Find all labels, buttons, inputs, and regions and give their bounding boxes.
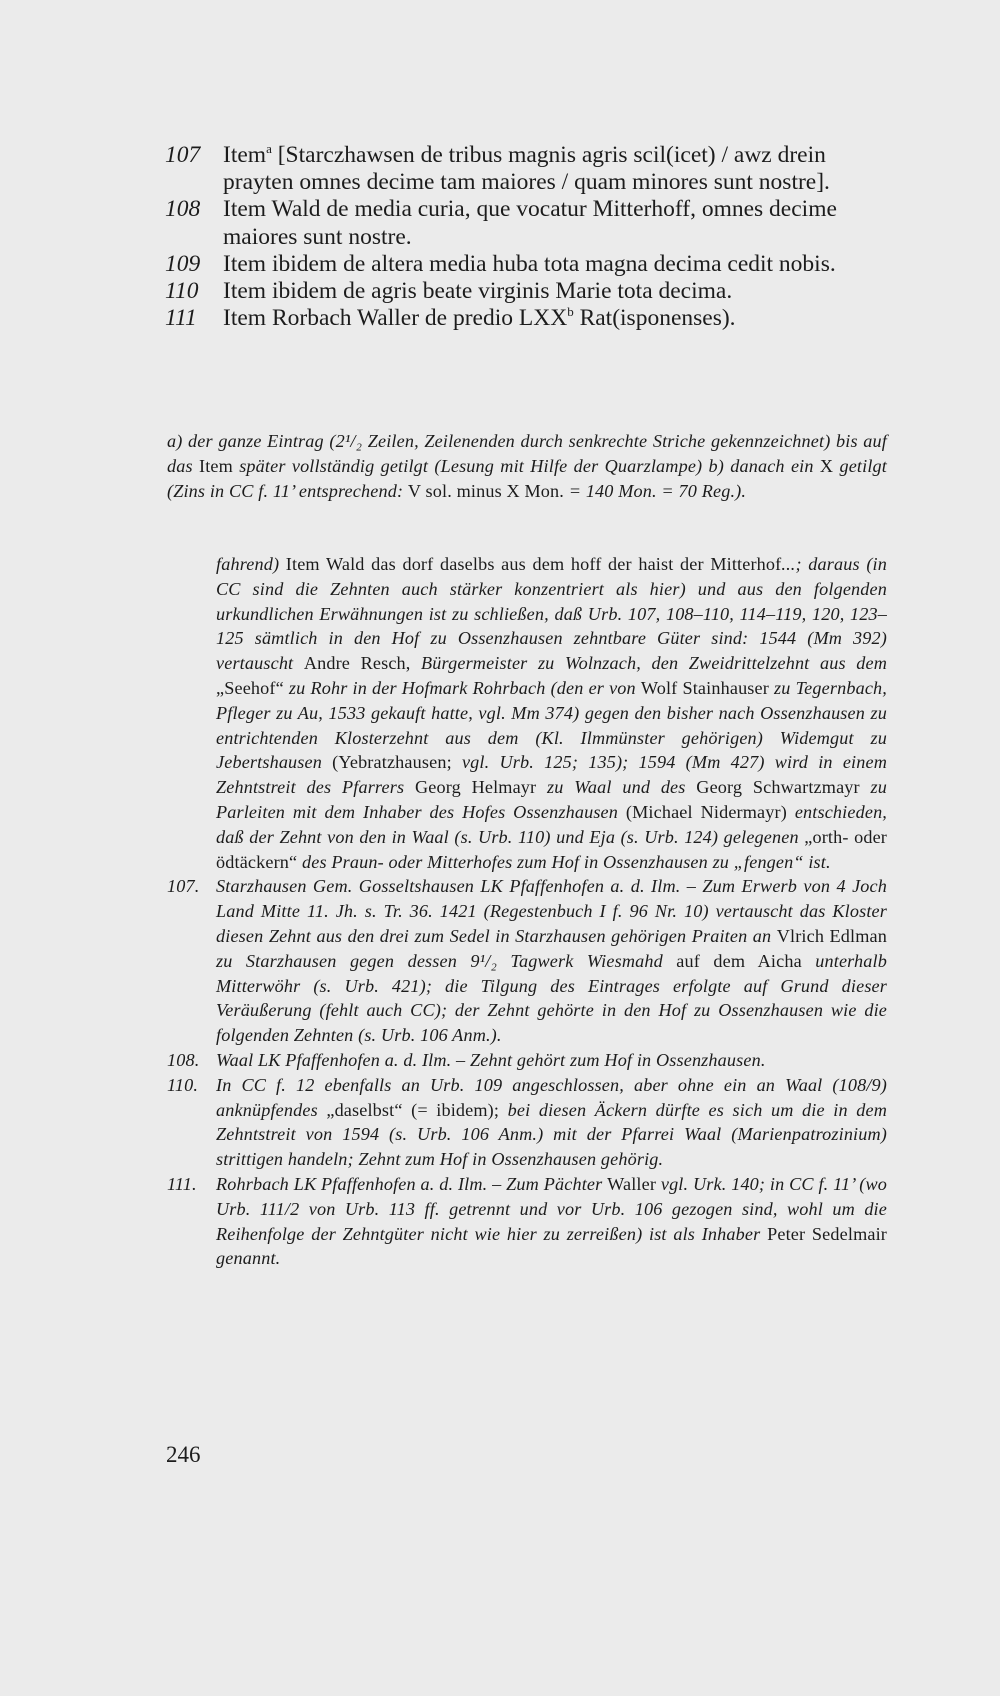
comment-text-run: zu Waal und des bbox=[547, 777, 697, 798]
comment-text-run: In CC f. 12 ebenfalls an Urb. 109 angeschlossen, aber ohne ein an Waal (108/9) anknüpfendes bbox=[216, 1074, 887, 1120]
comment-text-run: auf dem Aicha bbox=[676, 950, 816, 971]
entry-number: 110 bbox=[165, 278, 199, 305]
comment-text-run: Georg Helmayr bbox=[414, 777, 548, 798]
comment-paragraph bbox=[167, 1172, 887, 1271]
footnote-part: V sol. minus X Mon. bbox=[407, 480, 564, 501]
footnote-part: getilgt (Zins in CC f. 11’ entsprechend: bbox=[167, 455, 887, 501]
comment-text-run: Georg Schwartzmayr bbox=[696, 777, 871, 798]
comment-text-run: entschieden, daß der Zehnt von den in Waal (s. Urb. 110) und Eja (s. Urb. 124) gelegenen bbox=[216, 801, 888, 847]
comment-text-run: Vlrich Edlman bbox=[776, 925, 888, 946]
page-number: 246 bbox=[166, 1442, 201, 1467]
comment-text-run: zu Tegernbach, Pfleger zu Au, 1533 gekauft hatte, vgl. Mm 374) gegen den bisher nach Ossenzhausen zu entrichtenden Klosterzehnt aus dem (Kl. Ilmmünster gehörigen) Widemgut zu Jebertshausen bbox=[216, 677, 887, 773]
comment-paragraph bbox=[167, 1048, 887, 1073]
comment-text-run: Andre Resch, bbox=[303, 653, 422, 674]
entry-number: 111 bbox=[165, 305, 197, 332]
comment-text-run: bei diesen Äckern dürfte es sich um die in dem Zehntstreit von 1594 (s. Urb. 106 Anm.) mit der Pfarrei Waal (Marienpatrozinium) strittigen handeln; Zehnt zum Hof in Ossenzhausen gehörig. bbox=[216, 1099, 887, 1170]
comment-text-run: des Praun- oder Mitterhofes zum Hof in Ossenzhausen zu „fengen“ ist. bbox=[301, 851, 831, 872]
comment-text-run: vgl. Urk. 140; in CC f. 11’ (wo Urb. 111/2 von Urb. 113 ff. getrennt und vor Urb. 106 gezogen sind, wohl um die Reihenfolge der Zehntgüter nicht wie hier zu zerreißen) ist als Inhaber bbox=[216, 1173, 887, 1244]
entry-text: Item Wald de media curia, que vocatur Mitterhoff, omnes decime maiores sunt nostre. bbox=[223, 196, 837, 250]
footnote-marker: b bbox=[567, 304, 574, 320]
comment-text-run: Waller bbox=[607, 1173, 661, 1194]
footnote-part: X bbox=[819, 455, 834, 476]
comment-paragraph bbox=[167, 1073, 887, 1172]
comment-text-run: genannt. bbox=[216, 1248, 281, 1269]
comment-text-run: vgl. Urb. 125; 135); 1594 (Mm 427) wird in einem Zehntstreit des Pfarrers bbox=[216, 752, 888, 798]
entries-list bbox=[165, 142, 900, 332]
entry-111 bbox=[165, 305, 900, 332]
comment-text-run: (Michael Nidermayr) bbox=[625, 801, 795, 822]
entry-text: Item bbox=[223, 142, 267, 168]
entry-text-cont: Rat(isponenses). bbox=[573, 305, 736, 332]
comment-text-run: Starzhausen Gem. Gosseltshausen LK Pfaffenhofen a. d. Ilm. – Zum Erwerb von 4 Joch Land Mitte 11. Jh. s. Tr. 36. 1421 (Regestenbuch I f. 96 Nr. 10) vertauscht das Kloster diesen Zehnt aus den drei zum Sedel in Starzhausen gehörigen Praiten an bbox=[216, 876, 887, 946]
entry-text: Item Rorbach Waller de predio LXX bbox=[223, 305, 568, 332]
entry-110 bbox=[165, 278, 900, 305]
comment-number: 111. bbox=[167, 1173, 197, 1194]
footnote-text bbox=[167, 429, 887, 503]
entry-text: Item ibidem de agris beate virginis Marie tota decima. bbox=[223, 278, 733, 305]
commentary bbox=[167, 552, 887, 1271]
comment-text-run: zu Rohr in der Hofmark Rohrbach (den er von bbox=[288, 677, 641, 698]
footnote-part: a) der ganze Eintrag (2¹/₂ Zeilen, Zeilenenden durch senkrechte Striche gekennzeichnet) bis auf das bbox=[167, 431, 887, 476]
comment-text-run: Item Wald das dorf daselbs aus dem hoff der haist der Mitterhof bbox=[285, 554, 782, 574]
comment-text-run: ...; daraus (in CC sind die Zehnten auch stärker konzentriert als hier) und aus den folgenden urkundlichen Erwähnungen ist zu schließen, daß Urb. 107, 108–110, 114–119, 120, 123–125 sämtlich in den Hof zu Ossenzhausen zehntbare Güter sind: 1544 (Mm 392) vertauscht bbox=[216, 554, 888, 674]
comment-text-run: Waal LK Pfaffenhofen a. d. Ilm. – Zehnt gehört zum Hof in Ossenzhausen. bbox=[216, 1049, 766, 1070]
comment-text-run: „orth- oder ödtäckern“ bbox=[216, 826, 887, 872]
comment-number: 108. bbox=[167, 1049, 200, 1070]
footnote-part: später vollständig getilgt (Lesung mit Hilfe der Quarzlampe) b) danach ein bbox=[232, 455, 820, 476]
entry-number: 107 bbox=[165, 142, 201, 168]
entry-107 bbox=[165, 142, 900, 196]
footnotes bbox=[167, 429, 887, 503]
comment-text-run: zu Starzhausen gegen dessen 9¹/₂ Tagwerk Wiesmahd bbox=[216, 950, 677, 971]
comment-text-run: Peter Sedelmair bbox=[767, 1223, 887, 1244]
entry-text: Item ibidem de altera media huba tota magna decima cedit nobis. bbox=[223, 250, 836, 277]
comment-number: 110. bbox=[167, 1074, 199, 1095]
entry-number: 109 bbox=[165, 250, 201, 277]
comment-text-run: unterhalb Mitterwöhr (s. Urb. 421); die Tilgung des Eintrages erfolgte auf Grund dieser Veräußerung (fehlt auch CC); der Zehnt gehörte in den Hof zu Ossenzhausen wie die folgenden Zehnten (s. Urb. 106 Anm.). bbox=[216, 950, 887, 1046]
footnote-part: Item bbox=[199, 455, 233, 476]
comment-text-run: fahrend) bbox=[216, 554, 286, 574]
footnote-marker: a bbox=[266, 141, 272, 156]
entry-108 bbox=[165, 196, 900, 250]
entry-number: 108 bbox=[165, 196, 201, 223]
comment-text-run: „Seehof“ bbox=[216, 677, 289, 698]
comment-text-run: Wolf Stainhauser bbox=[640, 677, 775, 698]
comment-text-run: zu Parleiten mit dem Inhaber des Hofes Ossenzhausen bbox=[216, 777, 887, 822]
footnote-part: = 140 Mon. = 70 Reg.). bbox=[564, 480, 747, 501]
comment-paragraph bbox=[167, 552, 887, 874]
comment-text-run: „daselbst“ (= ibidem); bbox=[326, 1099, 508, 1120]
comment-text-run: Rohrbach LK Pfaffenhofen a. d. Ilm. – Zum Pächter bbox=[216, 1173, 608, 1194]
comment-paragraph bbox=[167, 874, 887, 1048]
comment-text-run: Bürgermeister zu Wolnzach, den Zweidrittelzehnt aus dem bbox=[421, 653, 887, 674]
comment-text-run: (Yebratzhausen; bbox=[332, 752, 462, 773]
comment-number: 107. bbox=[167, 876, 200, 897]
entry-109 bbox=[165, 251, 900, 278]
entry-text-cont: [Starczhawsen de tribus magnis agris scil(icet) / awz drein prayten omnes decime tam maiores / quam minores sunt nostre]. bbox=[223, 142, 830, 196]
